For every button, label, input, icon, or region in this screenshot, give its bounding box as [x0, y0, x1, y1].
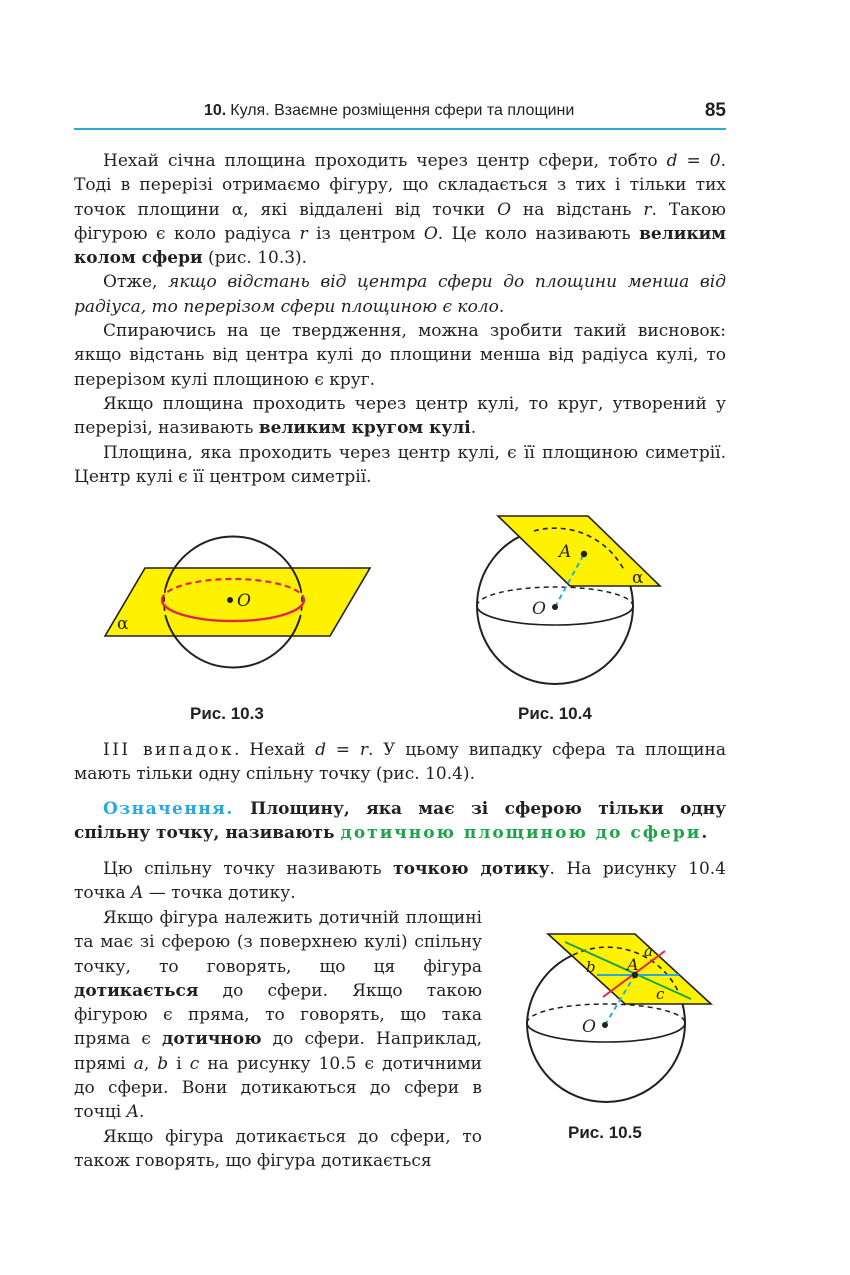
sphere-lower-fig2 — [477, 606, 633, 684]
text-block-contact-point — [74, 857, 726, 906]
paragraph-touching: Якщо фігура належить дотичній площині та має зі сферою (з поверхнею кулі) спільну точку, то говорять, що ця фігура дотикається до сфери. Якщо такою фігурою є пряма, то говорять, що така пряма є дотичною до сфери. Наприклад, прямі a, b і c на рисунку 10.5 є дотичними до сфери. Вони дотикаються до сфери в точці A. — [74, 908, 482, 1123]
label-O-fig3: O — [582, 1017, 596, 1037]
paragraph-case-3: ІІІ випадок. Нехай d = r. У цьому випадку сфера та площина мають тільки одну спільну точку (рис. 10.4). — [74, 740, 726, 785]
paragraph-1: Нехай січна площина проходить через центр сфери, тобто d = 0. Тоді в перерізі отримаємо фігуру, що складається з тих і тільки тих точок площини α, які віддалені від точки O на відстань r. Такою фігурою є коло радіуса r із центром O. Це коло називають великим колом сфери (рис. 10.3). — [74, 151, 726, 269]
caption-fig-10-4: Рис. 10.4 — [518, 704, 592, 723]
sphere-upper-left-fig3 — [527, 955, 573, 1023]
tangent-point-A-fig2 — [581, 551, 587, 557]
label-A-fig3: A — [627, 955, 639, 974]
center-point-fig1 — [227, 597, 233, 603]
label-a-fig3: a — [644, 942, 653, 960]
label-A-fig2: A — [559, 542, 572, 562]
text-block-middle — [74, 738, 726, 787]
label-O-fig1: O — [237, 591, 251, 611]
header-rule — [74, 128, 726, 130]
label-alpha-fig1: α — [117, 614, 129, 634]
caption-fig-10-5: Рис. 10.5 — [568, 1123, 642, 1142]
label-c-fig3: c — [656, 985, 665, 1003]
label-alpha-fig2: α — [632, 568, 644, 588]
center-point-fig3 — [602, 1022, 608, 1028]
caption-fig-10-3: Рис. 10.3 — [190, 704, 264, 723]
label-b-fig3: b — [586, 958, 596, 976]
page-number: 85 — [704, 100, 726, 121]
figure-10-5 — [515, 925, 720, 1125]
label-O-fig2: O — [532, 599, 546, 619]
paragraph-contact-point: Цю спільну точку називають точкою дотику. На рисунку 10.4 точка A — точка дотику. — [74, 859, 726, 904]
paragraph-5: Площина, яка проходить через центр кулі, є її площиною симетрії. Центр кулі є її центром симетрії. — [74, 442, 726, 487]
sphere-lower-fig3 — [527, 1023, 685, 1102]
section-title: Куля. Взаємне розміщення сфери та площини — [230, 102, 575, 119]
text-block-bottom — [74, 906, 482, 1173]
paragraph-last: Якщо фігура дотикається до сфери, то також говорять, що фігура дотикається — [74, 1126, 482, 1171]
definition-term: дотичною площиною до сфери — [340, 823, 702, 844]
definition-block — [74, 797, 726, 846]
section-number: 10. — [204, 102, 227, 119]
paragraph-3: Спираючись на це твердження, можна зробити такий висновок: якщо відстань від центра кулі до площини менша від радіуса кулі, то перерізом кулі площиною є круг. — [74, 321, 726, 390]
paragraph-2: Отже, якщо відстань від центра сфери до площини менша від радіуса, то перерізом сфери площиною є коло. — [74, 272, 726, 317]
figure-10-3 — [95, 520, 385, 690]
running-title — [204, 102, 574, 120]
figure-10-4 — [460, 508, 680, 688]
definition-paragraph: Означення. Площину, яка має зі сферою тільки одну спільну точку, називають дотичною площиною до сфери. — [74, 799, 726, 844]
center-point-fig2 — [552, 604, 558, 610]
definition-label: Означення. — [103, 799, 234, 819]
page-header — [74, 100, 726, 128]
equator-back-fig3 — [527, 1004, 685, 1023]
text-block-top — [74, 149, 726, 489]
equator-back-fig2 — [477, 587, 633, 606]
paragraph-4: Якщо площина проходить через центр кулі, то круг, утворений у перерізі, називають великим кругом кулі. — [74, 393, 726, 439]
